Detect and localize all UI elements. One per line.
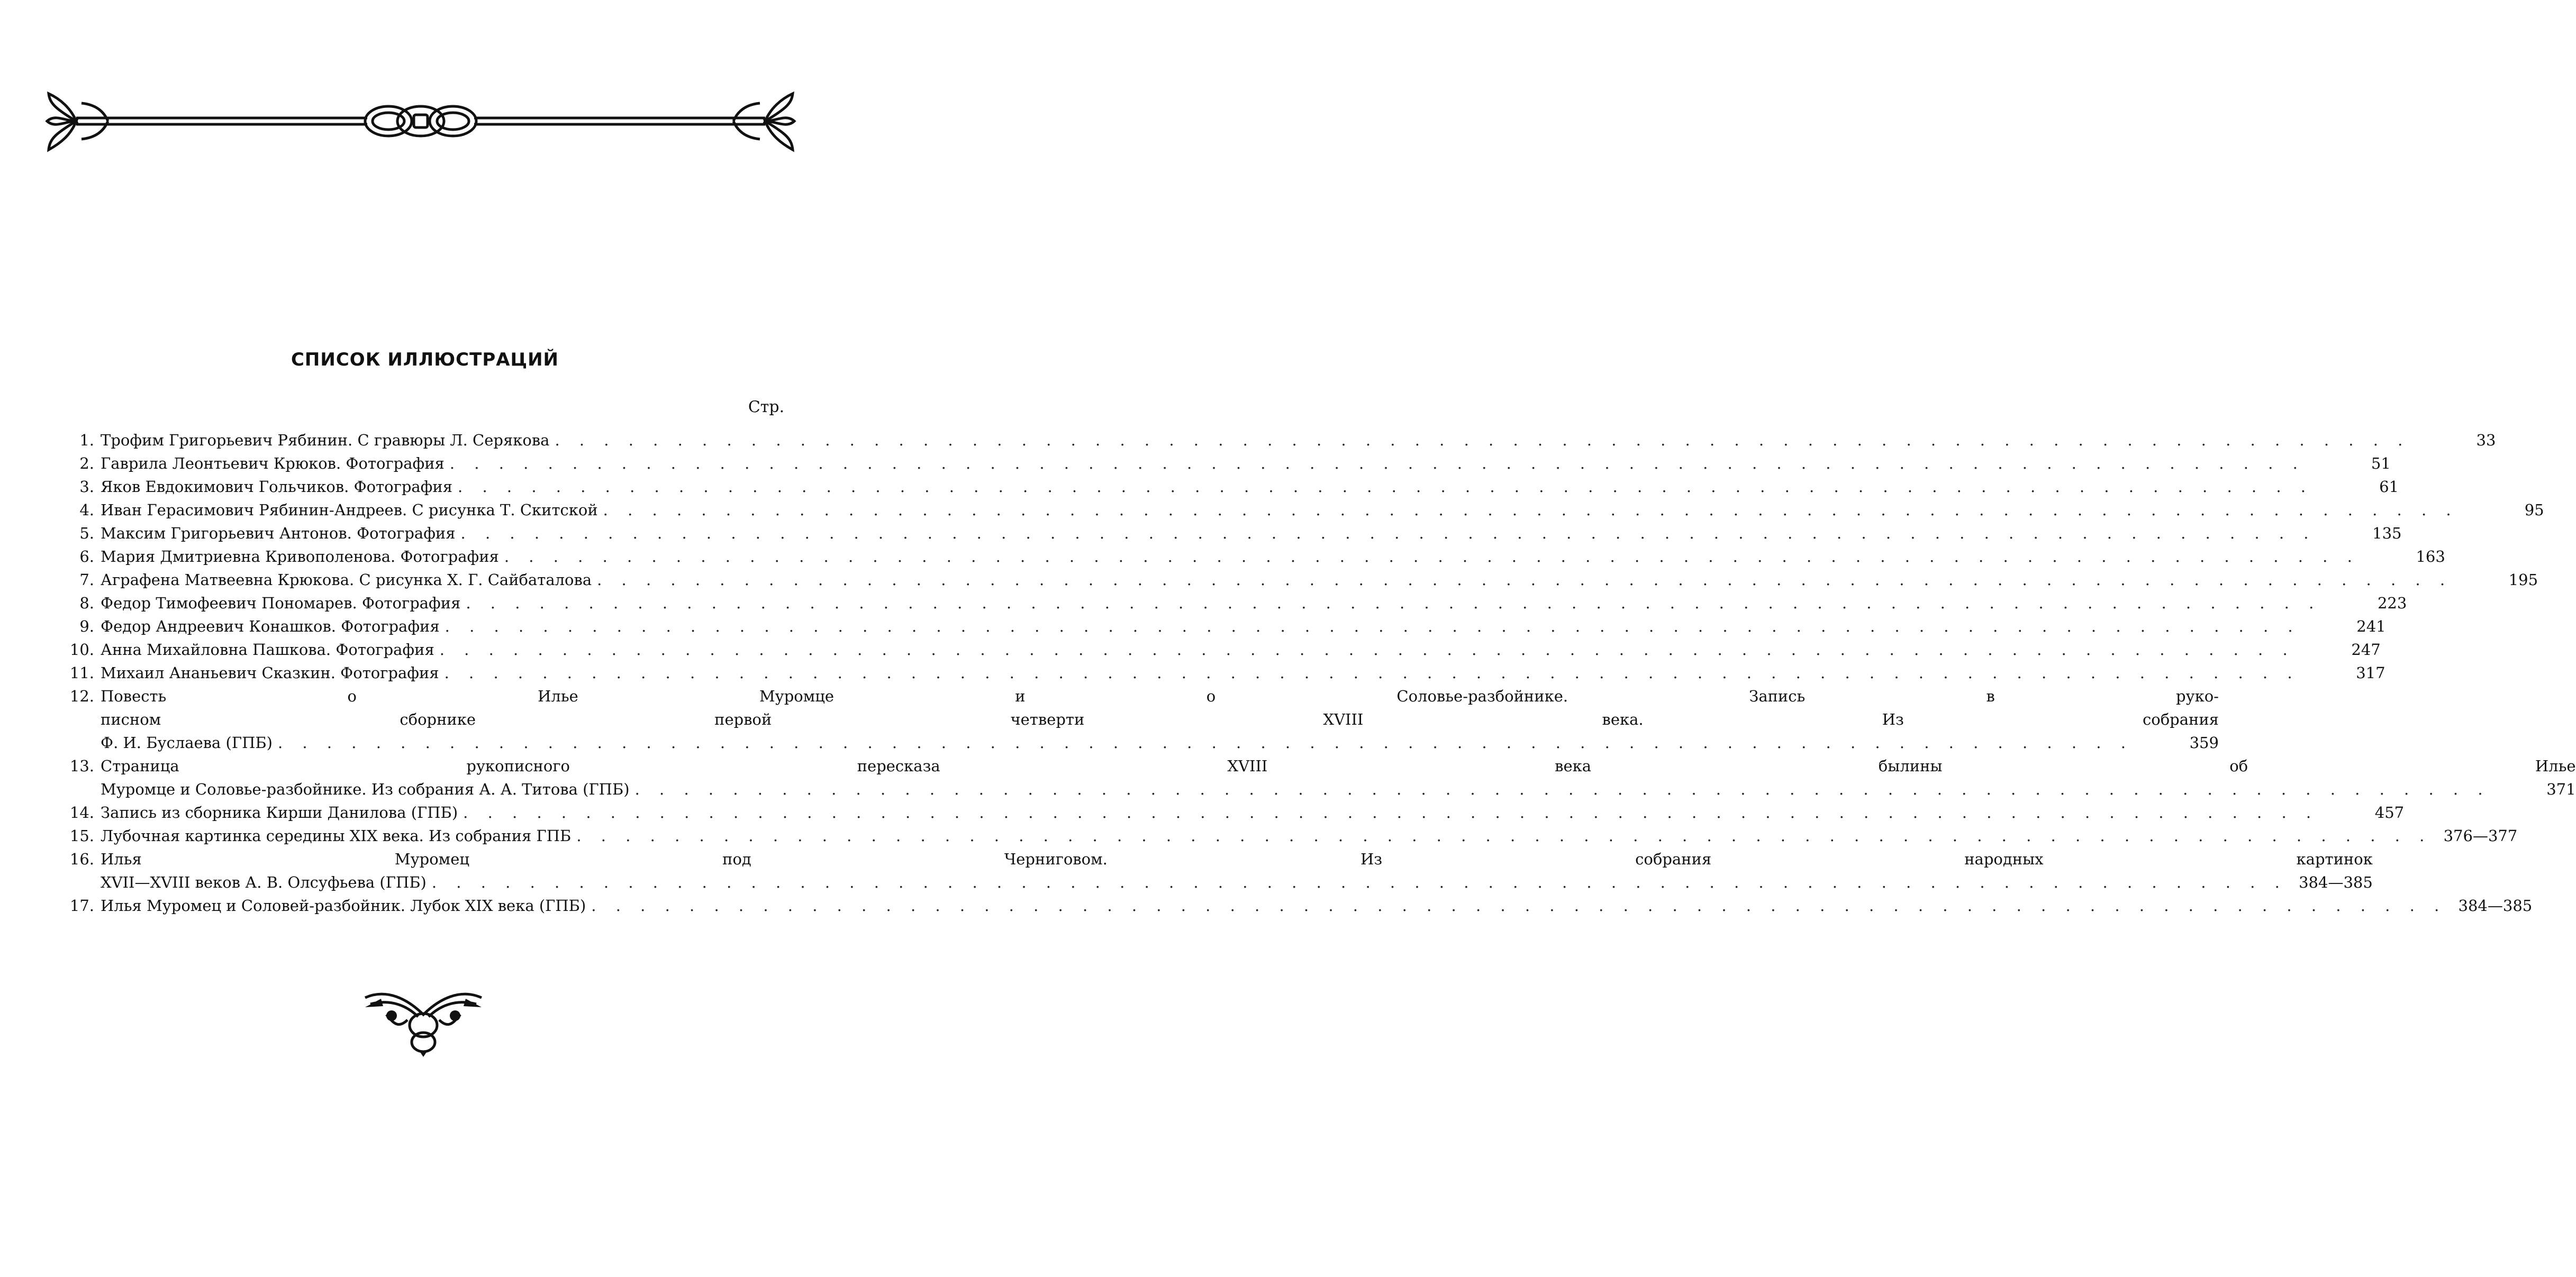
item-number: 12. bbox=[69, 687, 94, 705]
item-number: 3. bbox=[79, 478, 94, 496]
page-title: СПИСОК ИЛЛЮСТРАЦИЙ bbox=[291, 349, 559, 370]
item-number: 10. bbox=[69, 641, 94, 659]
item-number: 5. bbox=[79, 524, 94, 542]
page-number: 61 bbox=[2379, 478, 2399, 496]
item-caption: Муромце и Соловье-разбойнике. Из собрания А. А. Титова (ГПБ) bbox=[101, 780, 630, 798]
list-item bbox=[48, 428, 2496, 452]
item-caption: Мария Дмитриевна Кривополенова. Фотография bbox=[101, 548, 499, 565]
page-number: 241 bbox=[2356, 617, 2386, 635]
item-number: 7. bbox=[79, 571, 94, 589]
bottom-ornament bbox=[360, 983, 487, 1057]
leader-dots bbox=[273, 731, 2133, 754]
item-number: 15. bbox=[69, 827, 94, 845]
page-number: 371 bbox=[2546, 780, 2576, 798]
leader-dots bbox=[456, 522, 2316, 545]
item-number: 2. bbox=[79, 454, 94, 472]
page-number: 376—377 bbox=[2443, 827, 2518, 845]
item-caption: Анна Михайловна Пашкова. Фотография bbox=[101, 641, 434, 659]
list-item bbox=[48, 638, 2381, 661]
item-caption: писном сборнике первой четверти XVIII века. Из собрания bbox=[101, 710, 2219, 728]
item-caption: Лубочная картинка середины XIX века. Из собрания ГПБ bbox=[101, 827, 572, 845]
item-caption: Аграфена Матвеевна Крюкова. С рисунка Х. Г. Сайбаталова bbox=[101, 571, 592, 589]
item-caption: Повесть о Илье Муромце и о Соловье-разбойнике. Запись в руко- bbox=[101, 687, 2219, 705]
list-item bbox=[48, 754, 2576, 801]
item-caption: Страница рукописного пересказа XVIII века былины об Илье bbox=[101, 757, 2576, 775]
list-item bbox=[48, 498, 2544, 522]
item-number: 8. bbox=[79, 594, 94, 612]
item-caption: Федор Тимофеевич Пономарев. Фотография bbox=[101, 594, 461, 612]
item-caption: Иван Герасимович Рябинин-Андреев. С рисунка Т. Скитской bbox=[101, 501, 598, 519]
item-number: 14. bbox=[69, 804, 94, 822]
page-number: 51 bbox=[2371, 454, 2391, 472]
item-caption: Гаврила Леонтьевич Крюков. Фотография bbox=[101, 454, 445, 472]
leader-dots bbox=[439, 661, 2300, 685]
leader-dots bbox=[427, 871, 2287, 894]
item-caption: Яков Евдокимович Гольчиков. Фотография bbox=[101, 478, 453, 496]
page-number: 247 bbox=[2351, 641, 2381, 659]
item-number: 6. bbox=[79, 548, 94, 565]
list-item bbox=[48, 615, 2386, 638]
leader-dots bbox=[586, 894, 2446, 917]
item-caption: Ф. И. Буслаева (ГПБ) bbox=[101, 734, 273, 752]
item-caption: Федор Андреевич Конашков. Фотография bbox=[101, 617, 440, 635]
page-number: 163 bbox=[2416, 548, 2445, 565]
item-caption: Запись из сборника Кирши Данилова (ГПБ) bbox=[101, 804, 458, 822]
item-number: 13. bbox=[69, 757, 94, 775]
list-item bbox=[48, 591, 2407, 615]
leader-dots bbox=[452, 475, 2313, 498]
leader-dots bbox=[630, 778, 2490, 801]
item-caption: XVII—XVIII веков А. В. Олсуфьева (ГПБ) bbox=[101, 873, 427, 891]
leader-dots bbox=[434, 638, 2295, 661]
illustration-list bbox=[48, 428, 2576, 917]
page-number: 33 bbox=[2476, 431, 2496, 449]
item-number: 9. bbox=[79, 617, 94, 635]
page-number: 457 bbox=[2374, 804, 2405, 822]
leader-dots bbox=[598, 498, 2459, 522]
item-caption: Максим Григорьевич Антонов. Фотография bbox=[101, 524, 456, 542]
list-item bbox=[48, 545, 2445, 568]
item-number: 4. bbox=[79, 501, 94, 519]
leader-dots bbox=[440, 615, 2300, 638]
leader-dots bbox=[458, 801, 2318, 824]
page-number: 384—385 bbox=[2299, 873, 2373, 891]
page-number: 223 bbox=[2377, 594, 2407, 612]
list-item bbox=[48, 801, 2405, 824]
list-item bbox=[48, 685, 2219, 754]
list-item bbox=[48, 452, 2391, 475]
item-caption: Илья Муромец и Соловей-разбойник. Лубок XIX века (ГПБ) bbox=[101, 897, 586, 915]
leader-dots bbox=[592, 568, 2452, 591]
item-number: 16. bbox=[69, 850, 94, 868]
item-caption: Илья Муромец под Черниговом. Из собрания народных картинок bbox=[101, 850, 2373, 868]
item-number: 17. bbox=[69, 897, 94, 915]
list-item bbox=[48, 475, 2399, 498]
item-caption: Михаил Ананьевич Сказкин. Фотография bbox=[101, 664, 439, 682]
page-column-header: Стр. bbox=[748, 398, 785, 416]
list-item bbox=[48, 824, 2518, 847]
leader-dots bbox=[571, 824, 2432, 847]
page-number: 317 bbox=[2356, 664, 2385, 682]
list-item bbox=[48, 894, 2533, 917]
leader-dots bbox=[460, 591, 2321, 615]
list-item bbox=[48, 847, 2373, 894]
page-number: 384—385 bbox=[2458, 897, 2533, 915]
list-item bbox=[48, 661, 2385, 685]
leader-dots bbox=[549, 428, 2410, 452]
leader-dots bbox=[499, 545, 2360, 568]
item-number: 1. bbox=[79, 431, 94, 449]
page-number: 195 bbox=[2508, 571, 2538, 589]
top-ornament bbox=[44, 87, 797, 156]
item-caption: Трофим Григорьевич Рябинин. С гравюры Л. Серякова bbox=[101, 431, 550, 449]
page-number: 95 bbox=[2524, 501, 2544, 519]
list-item bbox=[48, 568, 2538, 591]
page-number: 359 bbox=[2189, 734, 2219, 752]
list-item bbox=[48, 522, 2402, 545]
page-number: 135 bbox=[2372, 524, 2402, 542]
item-number: 11. bbox=[69, 664, 94, 682]
leader-dots bbox=[445, 452, 2305, 475]
